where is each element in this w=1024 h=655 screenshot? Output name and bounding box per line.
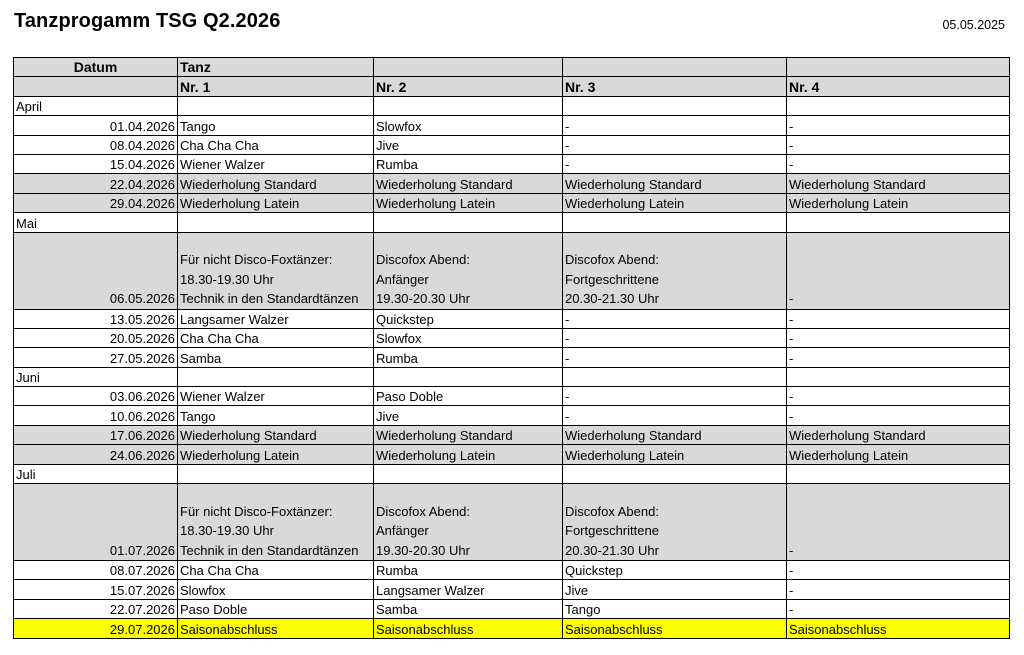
cell-text: Tango: [180, 408, 216, 424]
dance-nr3-cell: [563, 406, 787, 425]
dance-nr1-cell: [178, 599, 374, 618]
month-label: April: [14, 96, 178, 115]
header-empty: [374, 58, 563, 77]
cell-text: Cha Cha Cha: [180, 137, 259, 153]
cell-text: -: [789, 118, 794, 134]
dance-nr3-cell: [563, 135, 787, 154]
dance-nr4-cell: [787, 309, 1010, 328]
cell-text: Wiederholung Latein: [565, 196, 685, 212]
dance-nr1-cell: [178, 174, 374, 193]
cell-text: Wiederholung Latein: [180, 196, 300, 212]
dance-nr4-cell: [787, 232, 1010, 309]
empty-cell: [178, 96, 374, 115]
cell-text: Rumba: [376, 563, 418, 579]
schedule-table: [13, 57, 1010, 639]
cell-text: -: [789, 602, 794, 618]
dance-nr4-cell: [787, 619, 1010, 638]
dance-nr1-cell: [178, 348, 374, 367]
cell-text: Langsamer Walzer: [376, 582, 485, 598]
dance-nr2-cell: [374, 154, 563, 173]
header-tanz: Tanz: [178, 58, 374, 77]
dance-nr2-cell: [374, 445, 563, 464]
dance-nr1-cell: [178, 154, 374, 173]
table-row: [14, 580, 1010, 599]
dance-nr2-cell: [374, 619, 563, 638]
cell-text: Wiederholung Standard: [180, 176, 317, 192]
dance-nr4-cell: [787, 174, 1010, 193]
dance-nr3-cell: [563, 309, 787, 328]
cell-text: Für nicht Disco-Foxtänzer:: [180, 503, 333, 519]
cell-text: -: [789, 563, 794, 579]
cell-text: Saisonabschluss: [376, 621, 474, 637]
cell-text: Jive: [565, 582, 589, 598]
dance-nr3-cell: [563, 154, 787, 173]
dance-nr2-cell: [374, 135, 563, 154]
dance-nr3-cell: [563, 387, 787, 406]
date-cell: 15.04.2026: [14, 154, 178, 173]
dance-nr4-cell: [787, 154, 1010, 173]
dance-nr1-cell: [178, 484, 374, 561]
date-cell: 08.07.2026: [14, 561, 178, 580]
cell-text: Slowfox: [180, 582, 226, 598]
dance-nr4-cell: [787, 116, 1010, 135]
cell-text: Jive: [376, 137, 400, 153]
cell-text: -: [789, 157, 794, 173]
cell-text: -: [565, 350, 570, 366]
table-row: [14, 599, 1010, 618]
cell-text: -: [789, 311, 794, 327]
date-cell: 15.07.2026: [14, 580, 178, 599]
header-row-2: [14, 77, 1010, 96]
cell-text: -: [789, 389, 794, 405]
table-row: [14, 406, 1010, 425]
cell-text: Rumba: [376, 157, 418, 173]
cell-text: Wiederholung Latein: [565, 447, 685, 463]
month-row: [14, 464, 1010, 483]
cell-text: -: [789, 291, 794, 307]
dance-nr3-cell: [563, 484, 787, 561]
cell-text: Saisonabschluss: [565, 621, 663, 637]
cell-text: Quickstep: [376, 311, 434, 327]
month-label: Juli: [14, 464, 178, 483]
cell-text: -: [565, 331, 570, 347]
date-cell: 20.05.2026: [14, 328, 178, 347]
header-nr1: Nr. 1: [178, 77, 374, 96]
dance-nr2-cell: [374, 309, 563, 328]
cell-text: -: [789, 542, 794, 558]
table-row: [14, 425, 1010, 444]
cell-text: 20.30-21.30 Uhr: [565, 291, 659, 307]
header-nr4: Nr. 4: [787, 77, 1010, 96]
dance-nr4-cell: [787, 445, 1010, 464]
table-row: [14, 348, 1010, 367]
dance-nr2-cell: [374, 561, 563, 580]
empty-cell: [374, 367, 563, 386]
cell-text: Fortgeschrittene: [565, 271, 659, 287]
cell-text: Quickstep: [565, 563, 623, 579]
month-label: Mai: [14, 213, 178, 232]
cell-text: Paso Doble: [376, 389, 444, 405]
cell-text: -: [565, 118, 570, 134]
header-datum: Datum: [14, 58, 178, 77]
cell-text: Wiederholung Standard: [565, 176, 702, 192]
empty-cell: [563, 464, 787, 483]
document-title: Tanzprogamm TSG Q2.2026: [14, 10, 281, 32]
date-cell: 10.06.2026: [14, 406, 178, 425]
dance-nr4-cell: [787, 484, 1010, 561]
document-date: 05.05.2025: [942, 18, 1005, 32]
cell-text: -: [565, 389, 570, 405]
dance-nr3-cell: [563, 174, 787, 193]
dance-nr2-cell: [374, 328, 563, 347]
header-row-1: [14, 58, 1010, 77]
cell-text: Wiederholung Latein: [789, 447, 909, 463]
date-cell: 27.05.2026: [14, 348, 178, 367]
table-row: [14, 174, 1010, 193]
month-label: Juni: [14, 367, 178, 386]
empty-cell: [563, 96, 787, 115]
cell-text: Technik in den Standardtänzen: [180, 542, 359, 558]
cell-text: Tango: [565, 602, 601, 618]
empty-cell: [374, 213, 563, 232]
cell-text: Wiener Walzer: [180, 389, 265, 405]
dance-nr4-cell: [787, 348, 1010, 367]
table-row: [14, 619, 1010, 638]
month-row: [14, 367, 1010, 386]
date-cell: 03.06.2026: [14, 387, 178, 406]
dance-nr4-cell: [787, 406, 1010, 425]
empty-cell: [787, 96, 1010, 115]
dance-nr1-cell: [178, 116, 374, 135]
dance-nr2-cell: [374, 193, 563, 212]
cell-text: Saisonabschluss: [789, 621, 887, 637]
cell-text: Fortgeschrittene: [565, 523, 659, 539]
month-row: [14, 213, 1010, 232]
cell-text: Slowfox: [376, 331, 422, 347]
dance-nr3-cell: [563, 445, 787, 464]
dance-nr1-cell: [178, 619, 374, 638]
dance-nr1-cell: [178, 561, 374, 580]
cell-text: Tango: [180, 118, 216, 134]
table-row: [14, 193, 1010, 212]
cell-text: Wiederholung Standard: [376, 176, 513, 192]
date-cell: 24.06.2026: [14, 445, 178, 464]
cell-text: Wiederholung Standard: [565, 428, 702, 444]
table-row: [14, 154, 1010, 173]
date-cell: 13.05.2026: [14, 309, 178, 328]
cell-text: -: [789, 350, 794, 366]
empty-cell: [178, 464, 374, 483]
dance-nr3-cell: [563, 193, 787, 212]
table-row: [14, 561, 1010, 580]
cell-text: -: [789, 408, 794, 424]
dance-nr4-cell: [787, 580, 1010, 599]
dance-nr2-cell: [374, 599, 563, 618]
cell-text: 19.30-20.30 Uhr: [376, 291, 470, 307]
dance-nr1-cell: [178, 232, 374, 309]
cell-text: Wiener Walzer: [180, 157, 265, 173]
cell-text: 19.30-20.30 Uhr: [376, 542, 470, 558]
dance-nr1-cell: [178, 328, 374, 347]
cell-text: Wiederholung Standard: [180, 428, 317, 444]
table-row: [14, 232, 1010, 309]
date-cell: 22.04.2026: [14, 174, 178, 193]
date-cell: 08.04.2026: [14, 135, 178, 154]
cell-text: -: [565, 137, 570, 153]
dance-nr2-cell: [374, 174, 563, 193]
date-cell: 06.05.2026: [14, 232, 178, 309]
header-nr3: Nr. 3: [563, 77, 787, 96]
dance-nr2-cell: [374, 406, 563, 425]
header-empty: [787, 58, 1010, 77]
cell-text: Wiederholung Standard: [789, 428, 926, 444]
header-nr2: Nr. 2: [374, 77, 563, 96]
cell-text: 20.30-21.30 Uhr: [565, 542, 659, 558]
dance-nr3-cell: [563, 348, 787, 367]
dance-nr1-cell: [178, 135, 374, 154]
cell-text: Discofox Abend:: [376, 503, 470, 519]
empty-cell: [374, 464, 563, 483]
table-row: [14, 484, 1010, 561]
dance-nr1-cell: [178, 387, 374, 406]
dance-nr4-cell: [787, 135, 1010, 154]
cell-text: -: [789, 137, 794, 153]
empty-cell: [787, 213, 1010, 232]
cell-text: -: [565, 157, 570, 173]
cell-text: -: [789, 582, 794, 598]
dance-nr3-cell: [563, 425, 787, 444]
cell-text: Wiederholung Latein: [376, 447, 496, 463]
date-cell: 29.04.2026: [14, 193, 178, 212]
cell-text: Slowfox: [376, 118, 422, 134]
cell-text: Cha Cha Cha: [180, 331, 259, 347]
cell-text: 18.30-19.30 Uhr: [180, 271, 274, 287]
table-row: [14, 328, 1010, 347]
empty-cell: [787, 464, 1010, 483]
cell-text: Technik in den Standardtänzen: [180, 291, 359, 307]
empty-cell: [787, 367, 1010, 386]
header-empty: [14, 77, 178, 96]
dance-nr4-cell: [787, 328, 1010, 347]
dance-nr3-cell: [563, 580, 787, 599]
cell-text: Anfänger: [376, 523, 429, 539]
empty-cell: [374, 96, 563, 115]
dance-nr1-cell: [178, 406, 374, 425]
cell-text: Discofox Abend:: [565, 503, 659, 519]
cell-text: Wiederholung Latein: [789, 196, 909, 212]
date-cell: 01.07.2026: [14, 484, 178, 561]
dance-nr4-cell: [787, 387, 1010, 406]
cell-text: Paso Doble: [180, 602, 248, 618]
dance-nr1-cell: [178, 193, 374, 212]
dance-nr2-cell: [374, 232, 563, 309]
cell-text: Saisonabschluss: [180, 621, 278, 637]
table-row: [14, 387, 1010, 406]
cell-text: 18.30-19.30 Uhr: [180, 523, 274, 539]
date-cell: 22.07.2026: [14, 599, 178, 618]
date-cell: 17.06.2026: [14, 425, 178, 444]
cell-text: Für nicht Disco-Foxtänzer:: [180, 252, 333, 268]
cell-text: Wiederholung Standard: [376, 428, 513, 444]
cell-text: Jive: [376, 408, 400, 424]
cell-text: -: [789, 331, 794, 347]
table-row: [14, 309, 1010, 328]
cell-text: Samba: [180, 350, 222, 366]
dance-nr2-cell: [374, 387, 563, 406]
cell-text: -: [565, 408, 570, 424]
dance-nr1-cell: [178, 445, 374, 464]
empty-cell: [178, 367, 374, 386]
dance-nr2-cell: [374, 425, 563, 444]
dance-nr3-cell: [563, 116, 787, 135]
dance-nr2-cell: [374, 484, 563, 561]
cell-text: -: [565, 311, 570, 327]
date-cell: 01.04.2026: [14, 116, 178, 135]
cell-text: Langsamer Walzer: [180, 311, 289, 327]
empty-cell: [178, 213, 374, 232]
empty-cell: [563, 213, 787, 232]
dance-nr4-cell: [787, 425, 1010, 444]
dance-nr1-cell: [178, 309, 374, 328]
dance-nr2-cell: [374, 348, 563, 367]
dance-nr1-cell: [178, 580, 374, 599]
date-cell: 29.07.2026: [14, 619, 178, 638]
table-row: [14, 135, 1010, 154]
cell-text: Wiederholung Latein: [376, 196, 496, 212]
month-row: [14, 96, 1010, 115]
cell-text: Wiederholung Standard: [789, 176, 926, 192]
header-empty: [563, 58, 787, 77]
table-row: [14, 116, 1010, 135]
dance-nr3-cell: [563, 599, 787, 618]
dance-nr2-cell: [374, 580, 563, 599]
dance-nr4-cell: [787, 561, 1010, 580]
dance-nr3-cell: [563, 232, 787, 309]
dance-nr4-cell: [787, 599, 1010, 618]
cell-text: Wiederholung Latein: [180, 447, 300, 463]
cell-text: Rumba: [376, 350, 418, 366]
cell-text: Anfänger: [376, 271, 429, 287]
dance-nr3-cell: [563, 561, 787, 580]
dance-nr3-cell: [563, 328, 787, 347]
table-row: [14, 445, 1010, 464]
cell-text: Discofox Abend:: [565, 252, 659, 268]
dance-nr1-cell: [178, 425, 374, 444]
cell-text: Cha Cha Cha: [180, 563, 259, 579]
dance-nr2-cell: [374, 116, 563, 135]
dance-nr4-cell: [787, 193, 1010, 212]
cell-text: Samba: [376, 602, 418, 618]
empty-cell: [563, 367, 787, 386]
dance-nr3-cell: [563, 619, 787, 638]
cell-text: Discofox Abend:: [376, 252, 470, 268]
